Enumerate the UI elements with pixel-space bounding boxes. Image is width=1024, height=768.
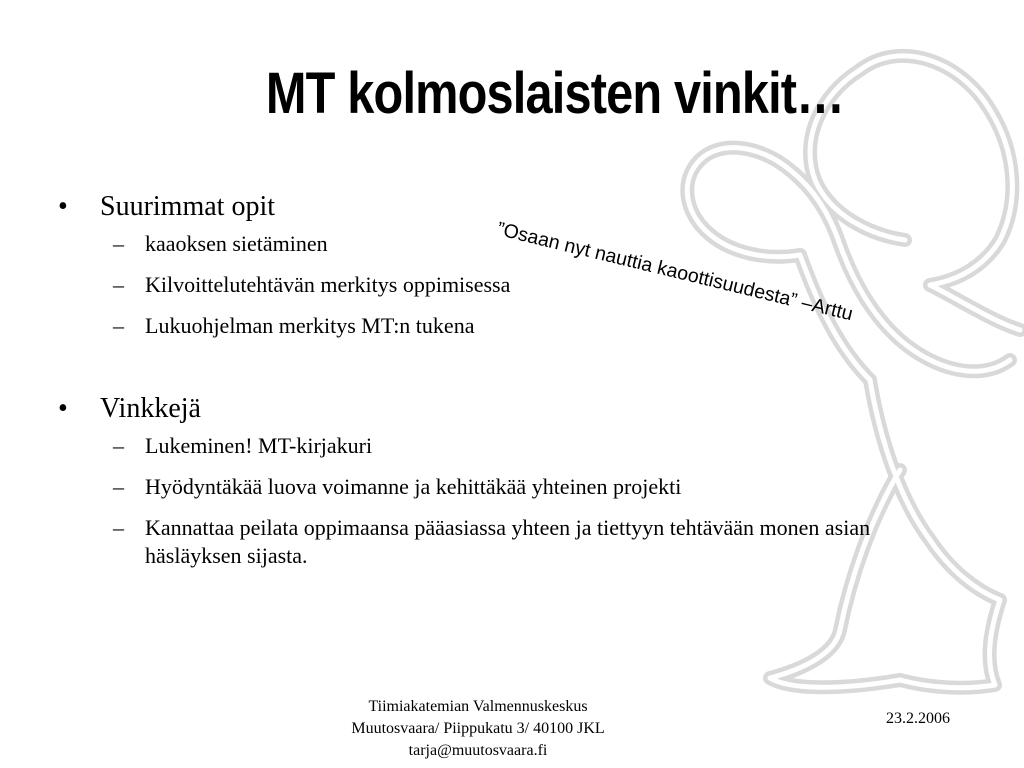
dash-icon: – bbox=[113, 272, 124, 297]
footer-line: Muutosvaara/ Piippukatu 3/ 40100 JKL bbox=[351, 720, 605, 737]
sub-bullet bbox=[58, 432, 958, 460]
sub-bullet bbox=[58, 271, 958, 299]
dash-icon: – bbox=[113, 231, 124, 256]
dash-icon: – bbox=[113, 515, 124, 540]
sub-bullet bbox=[58, 230, 958, 258]
bullet-heading bbox=[58, 390, 958, 428]
bullet-heading-text: Vinkkejä bbox=[100, 393, 201, 424]
sub-bullet-text: kaaoksen sietäminen bbox=[145, 231, 328, 256]
bullet-icon: • bbox=[58, 191, 68, 222]
footer-email: tarja@muutosvaara.fi bbox=[408, 742, 548, 759]
footer bbox=[278, 696, 678, 762]
quote-text: ”Osaan nyt nauttia kaoottisuudesta” –Arttu bbox=[494, 218, 856, 326]
sub-bullet-text: Kannattaa peilata oppimaansa pääasiassa yhteen ja tiettyyn tehtävään monen asian häsläyksen sijasta. bbox=[145, 515, 871, 568]
dash-icon: – bbox=[113, 474, 124, 499]
footer-line: Tiimiakatemian Valmennuskeskus bbox=[368, 698, 588, 715]
bullet-heading-text: Suurimmat opit bbox=[100, 191, 275, 222]
dash-icon: – bbox=[113, 313, 124, 338]
sub-bullet bbox=[58, 514, 905, 570]
bullet-heading bbox=[58, 188, 958, 226]
sub-bullet-text: Kilvoittelutehtävän merkitys oppimisessa bbox=[145, 272, 511, 297]
dash-icon: – bbox=[113, 433, 124, 458]
sub-bullet-text: Lukeminen! MT-kirjakuri bbox=[145, 433, 373, 458]
sub-bullet-text: Lukuohjelman merkitys MT:n tukena bbox=[145, 313, 475, 338]
bullet-list bbox=[58, 188, 958, 570]
sub-bullet bbox=[58, 473, 958, 501]
slide-date: 23.2.2006 bbox=[886, 710, 950, 727]
sub-bullet bbox=[58, 312, 958, 340]
slide-title: MT kolmoslaisten vinkit… bbox=[265, 61, 845, 126]
sub-bullet-text: Hyödyntäkää luova voimanne ja kehittäkää yhteinen projekti bbox=[145, 474, 682, 499]
bullet-icon: • bbox=[58, 393, 68, 424]
